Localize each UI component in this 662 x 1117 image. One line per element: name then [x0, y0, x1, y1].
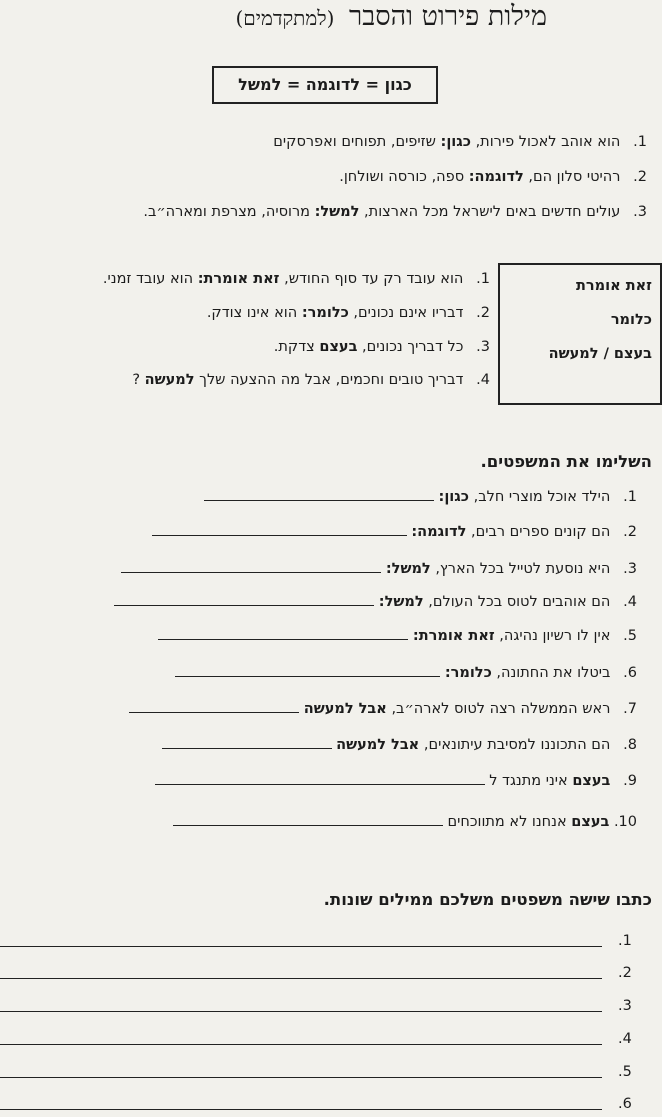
explanation-keyword: כלומר: — [301, 305, 349, 321]
explanation-keyword: זאת אומרת: — [197, 271, 280, 287]
completion-text: אנחנו לא מתווכחים — [447, 814, 572, 830]
explanation-keyword: למעשה — [144, 372, 195, 388]
completion-line-2 — [152, 521, 637, 543]
explanation-number: 3. — [476, 339, 490, 355]
example-keyword: כגון: — [440, 134, 471, 150]
example-text: רהיטי סלון הם, — [523, 169, 621, 185]
writing-line-4[interactable] — [0, 1044, 602, 1045]
explanation-text: דבריו אינם נכונים, — [348, 305, 464, 321]
completion-text: הם אוהבים לטוס בכל העולם, — [423, 594, 611, 610]
box-word-2: כלומר — [610, 312, 652, 328]
explanation-text: הוא עובד רק עד סוף החודש, — [279, 271, 464, 287]
answer-blank[interactable] — [114, 591, 374, 606]
example-line-3 — [143, 201, 647, 223]
completion-line-4 — [114, 591, 637, 613]
completion-line-3 — [121, 558, 637, 580]
writing-line-6[interactable] — [0, 1109, 602, 1110]
box-word-3: בעצם / למעשה — [548, 346, 652, 362]
completion-number: 3. — [623, 561, 637, 577]
explanation-text: ? — [132, 372, 145, 388]
title-text: מילות פירוט והסבר — [348, 1, 547, 32]
completion-line-7 — [129, 698, 637, 720]
box-word-1: זאת אומרת — [576, 278, 652, 294]
completion-line-10 — [173, 811, 637, 833]
answer-blank[interactable] — [162, 734, 332, 749]
completion-text: ביטלו את החתונה, — [491, 665, 611, 681]
answer-blank[interactable] — [175, 662, 440, 677]
writing-line-number-6: .6 — [618, 1096, 632, 1112]
section-heading-complete: השלימו את המשפטים. — [480, 452, 652, 471]
explanation-text: דבריך טובים וחכמים, אבל מה ההצעה שלך — [194, 372, 464, 388]
completion-text: אין לו רשיון נהיגה, — [494, 628, 611, 644]
completion-keyword: למשל: — [385, 561, 431, 577]
completion-text: איני מתנגד ל — [489, 773, 573, 789]
writing-line-2[interactable] — [0, 978, 602, 979]
explanation-text: הוא אינו צודק. — [206, 305, 302, 321]
example-line-1 — [273, 131, 647, 153]
completion-line-5 — [158, 625, 637, 647]
definition-box: כגון = לדוגמה = למשל — [212, 66, 438, 104]
answer-blank[interactable] — [155, 770, 485, 785]
completion-keyword: זאת אומרת: — [412, 628, 495, 644]
explanation-number: 4. — [476, 372, 490, 388]
explanation-words-box — [498, 263, 662, 405]
explanation-text: כל דבריך נכונים, — [357, 339, 464, 355]
answer-blank[interactable] — [152, 521, 407, 536]
completion-number: 8. — [623, 737, 637, 753]
explanation-number: 2. — [476, 305, 490, 321]
completion-number: 7. — [623, 701, 637, 717]
writing-line-number-1: .1 — [618, 933, 632, 949]
answer-blank[interactable] — [204, 486, 434, 501]
completion-keyword: לדוגמה: — [411, 524, 467, 540]
completion-keyword: כלומר: — [444, 665, 492, 681]
completion-text: ראש הממשלה רצה לטוס לארה״ב, — [386, 701, 611, 717]
example-number: 2. — [633, 169, 647, 185]
completion-text: הם התכוננו למסיבת עיתונאים, — [419, 737, 611, 753]
completion-keyword: בעצם — [572, 773, 611, 789]
writing-line-number-4: .4 — [618, 1031, 632, 1047]
writing-line-3[interactable] — [0, 1011, 602, 1012]
writing-line-number-2: .2 — [618, 965, 632, 981]
example-keyword: לדוגמה: — [468, 169, 524, 185]
explanation-line-3 — [274, 336, 490, 358]
completion-number: 2. — [623, 524, 637, 540]
completion-line-6 — [175, 662, 637, 684]
completion-number: 1. — [623, 489, 637, 505]
completion-number: 4. — [623, 594, 637, 610]
answer-blank[interactable] — [129, 698, 299, 713]
page-title — [235, 0, 547, 35]
writing-line-5[interactable] — [0, 1077, 602, 1078]
example-line-2 — [339, 166, 647, 188]
completion-keyword: כגון: — [438, 489, 469, 505]
completion-text: הילד אוכל מוצרי חלב, — [468, 489, 611, 505]
example-text: מרוסיה, מצרפת ומארה״ב. — [143, 204, 315, 220]
explanation-number: 1. — [476, 271, 490, 287]
completion-text: היא נוסעת לטייל בכל הארץ, — [430, 561, 611, 577]
completion-line-8 — [162, 734, 637, 756]
completion-line-1 — [204, 486, 637, 508]
example-number: 1. — [633, 134, 647, 150]
title-subtitle: (למתקדמים) — [235, 6, 335, 30]
explanation-line-2 — [207, 302, 490, 324]
example-text: שזיפים, תפוחים ואפרסקים — [273, 134, 441, 150]
writing-line-1[interactable] — [0, 946, 602, 947]
completion-number: 10. — [613, 814, 637, 830]
writing-line-number-5: .5 — [618, 1064, 632, 1080]
explanation-line-4 — [132, 369, 490, 391]
completion-keyword: בעצם — [571, 814, 610, 830]
explanation-text: צדקת. — [273, 339, 320, 355]
explanation-keyword: בעצם — [319, 339, 358, 355]
answer-blank[interactable] — [158, 625, 408, 640]
example-text: ספה, כורסה ושולחן. — [339, 169, 469, 185]
completion-number: 9. — [623, 773, 637, 789]
completion-line-9 — [155, 770, 637, 792]
completion-text: הם קונים ספרים רבים, — [466, 524, 611, 540]
completion-number: 5. — [623, 628, 637, 644]
completion-keyword: אבל למעשה — [336, 737, 420, 753]
completion-keyword: אבל למעשה — [303, 701, 387, 717]
section-heading-write: כתבו שישה משפטים משלכם ממילים שונות. — [323, 890, 652, 909]
example-number: 3. — [633, 204, 647, 220]
completion-number: 6. — [623, 665, 637, 681]
answer-blank[interactable] — [121, 558, 381, 573]
example-text: הוא אוהב לאכול פירות, — [470, 134, 621, 150]
completion-keyword: למשל: — [378, 594, 424, 610]
writing-line-number-3: .3 — [618, 998, 632, 1014]
explanation-text: הוא עובד זמני. — [102, 271, 198, 287]
explanation-line-1 — [103, 268, 490, 290]
example-keyword: למשל: — [314, 204, 360, 220]
answer-blank[interactable] — [173, 811, 443, 826]
example-text: עולים חדשים באים לישראל מכל הארצות, — [359, 204, 621, 220]
